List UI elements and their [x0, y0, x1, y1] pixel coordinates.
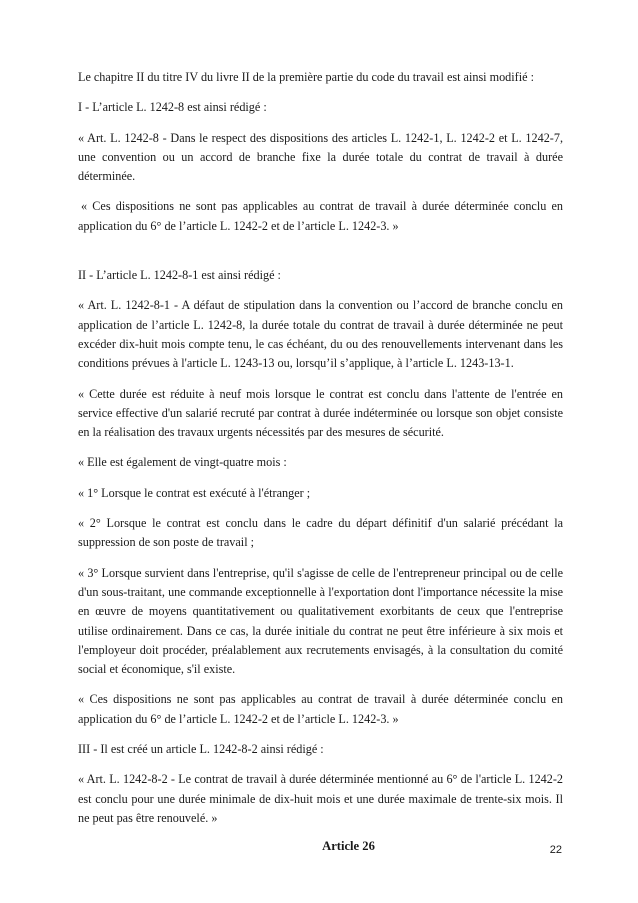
- item-2-paragraph: « 2° Lorsque le contrat est conclu dans le cadre du départ définitif d'un salarié précédant la suppression de son poste de travail ;: [78, 516, 563, 550]
- article-l1242-8-text: « Art. L. 1242-8 - Dans le respect des dispositions des articles L. 1242-1, L. 1242-2 et L. 1242-7, une convention ou un accord de branche fixe la durée totale du contrat de travail à durée déterminée.: [78, 130, 563, 184]
- section-i-heading: I - L’article L. 1242-8 est ainsi rédigé :: [78, 100, 267, 115]
- page-number: 22: [549, 844, 562, 856]
- reduced-duration-paragraph: « Cette durée est réduite à neuf mois lorsque le contrat est conclu dans l'attente de l'entrée en service effective d'un salarié recruté par contrat à durée indéterminée ou lorsque son objet consiste en la réalisation des travaux urgents nécessités par des mesures de sécurité.: [78, 386, 563, 440]
- article-l1242-8-2-text: « Art. L. 1242-8-2 - Le contrat de travail à durée déterminée mentionné au 6° de l'article L. 1242-2 est conclu pour une durée minimale de dix-huit mois et une durée maximale de trente-six mois. Il ne peut pas être renouvelé. »: [78, 772, 563, 825]
- twenty-four-months-paragraph: « Elle est également de vingt-quatre mois :: [78, 455, 287, 470]
- section-ii-heading: II - L’article L. 1242-8-1 est ainsi rédigé :: [78, 268, 281, 283]
- section-iii-heading: III - Il est créé un article L. 1242-8-2 ainsi rédigé :: [78, 742, 324, 757]
- intro-paragraph: Le chapitre II du titre IV du livre II de la première partie du code du travail est ainsi modifié :: [78, 70, 534, 84]
- article-l1242-8-1-text: « Art. L. 1242-8-1 - A défaut de stipulation dans la convention ou l’accord de branche conclu en application de l’article L. 1242-8, la durée totale du contrat de travail à durée déterminée ne peut excéder dix-huit mois compte tenu, le cas échéant, du ou des renouvellements intervenant dans les conditions prévues à l'article L. 1243-13 ou, lorsqu’il s’applique, à l’article L. 1243-13-1.: [78, 298, 563, 371]
- item-1-paragraph: « 1° Lorsque le contrat est exécuté à l'étranger ;: [78, 485, 311, 500]
- exception-paragraph-2: « Ces dispositions ne sont pas applicables au contrat de travail à durée déterminée conclu en application du 6° de l’article L. 1242-2 et de l’article L. 1242-3. »: [78, 692, 563, 726]
- exception-paragraph-1: « Ces dispositions ne sont pas applicables au contrat de travail à durée déterminée conclu en application du 6° de l’article L. 1242-2 et de l’article L. 1242-3. »: [78, 199, 563, 233]
- item-3-paragraph: « 3° Lorsque survient dans l'entreprise, qu'il s'agisse de celle de l'entrepreneur principal ou de celle d'un sous-traitant, une commande exceptionnelle à l'exportation dont l'importance nécessite la mise en œuvre de moyens quantitativement ou qualitativement exorbitants de ceux que l'entreprise utilise ordinairement. Dans ce cas, la durée initiale du contrat ne peut être inférieure à six mois et l'employeur doit procéder, préalablement aux recrutements envisagés, à la consultation du comité social et économique, s'il existe.: [78, 565, 563, 677]
- article-heading: Article 26: [322, 839, 375, 854]
